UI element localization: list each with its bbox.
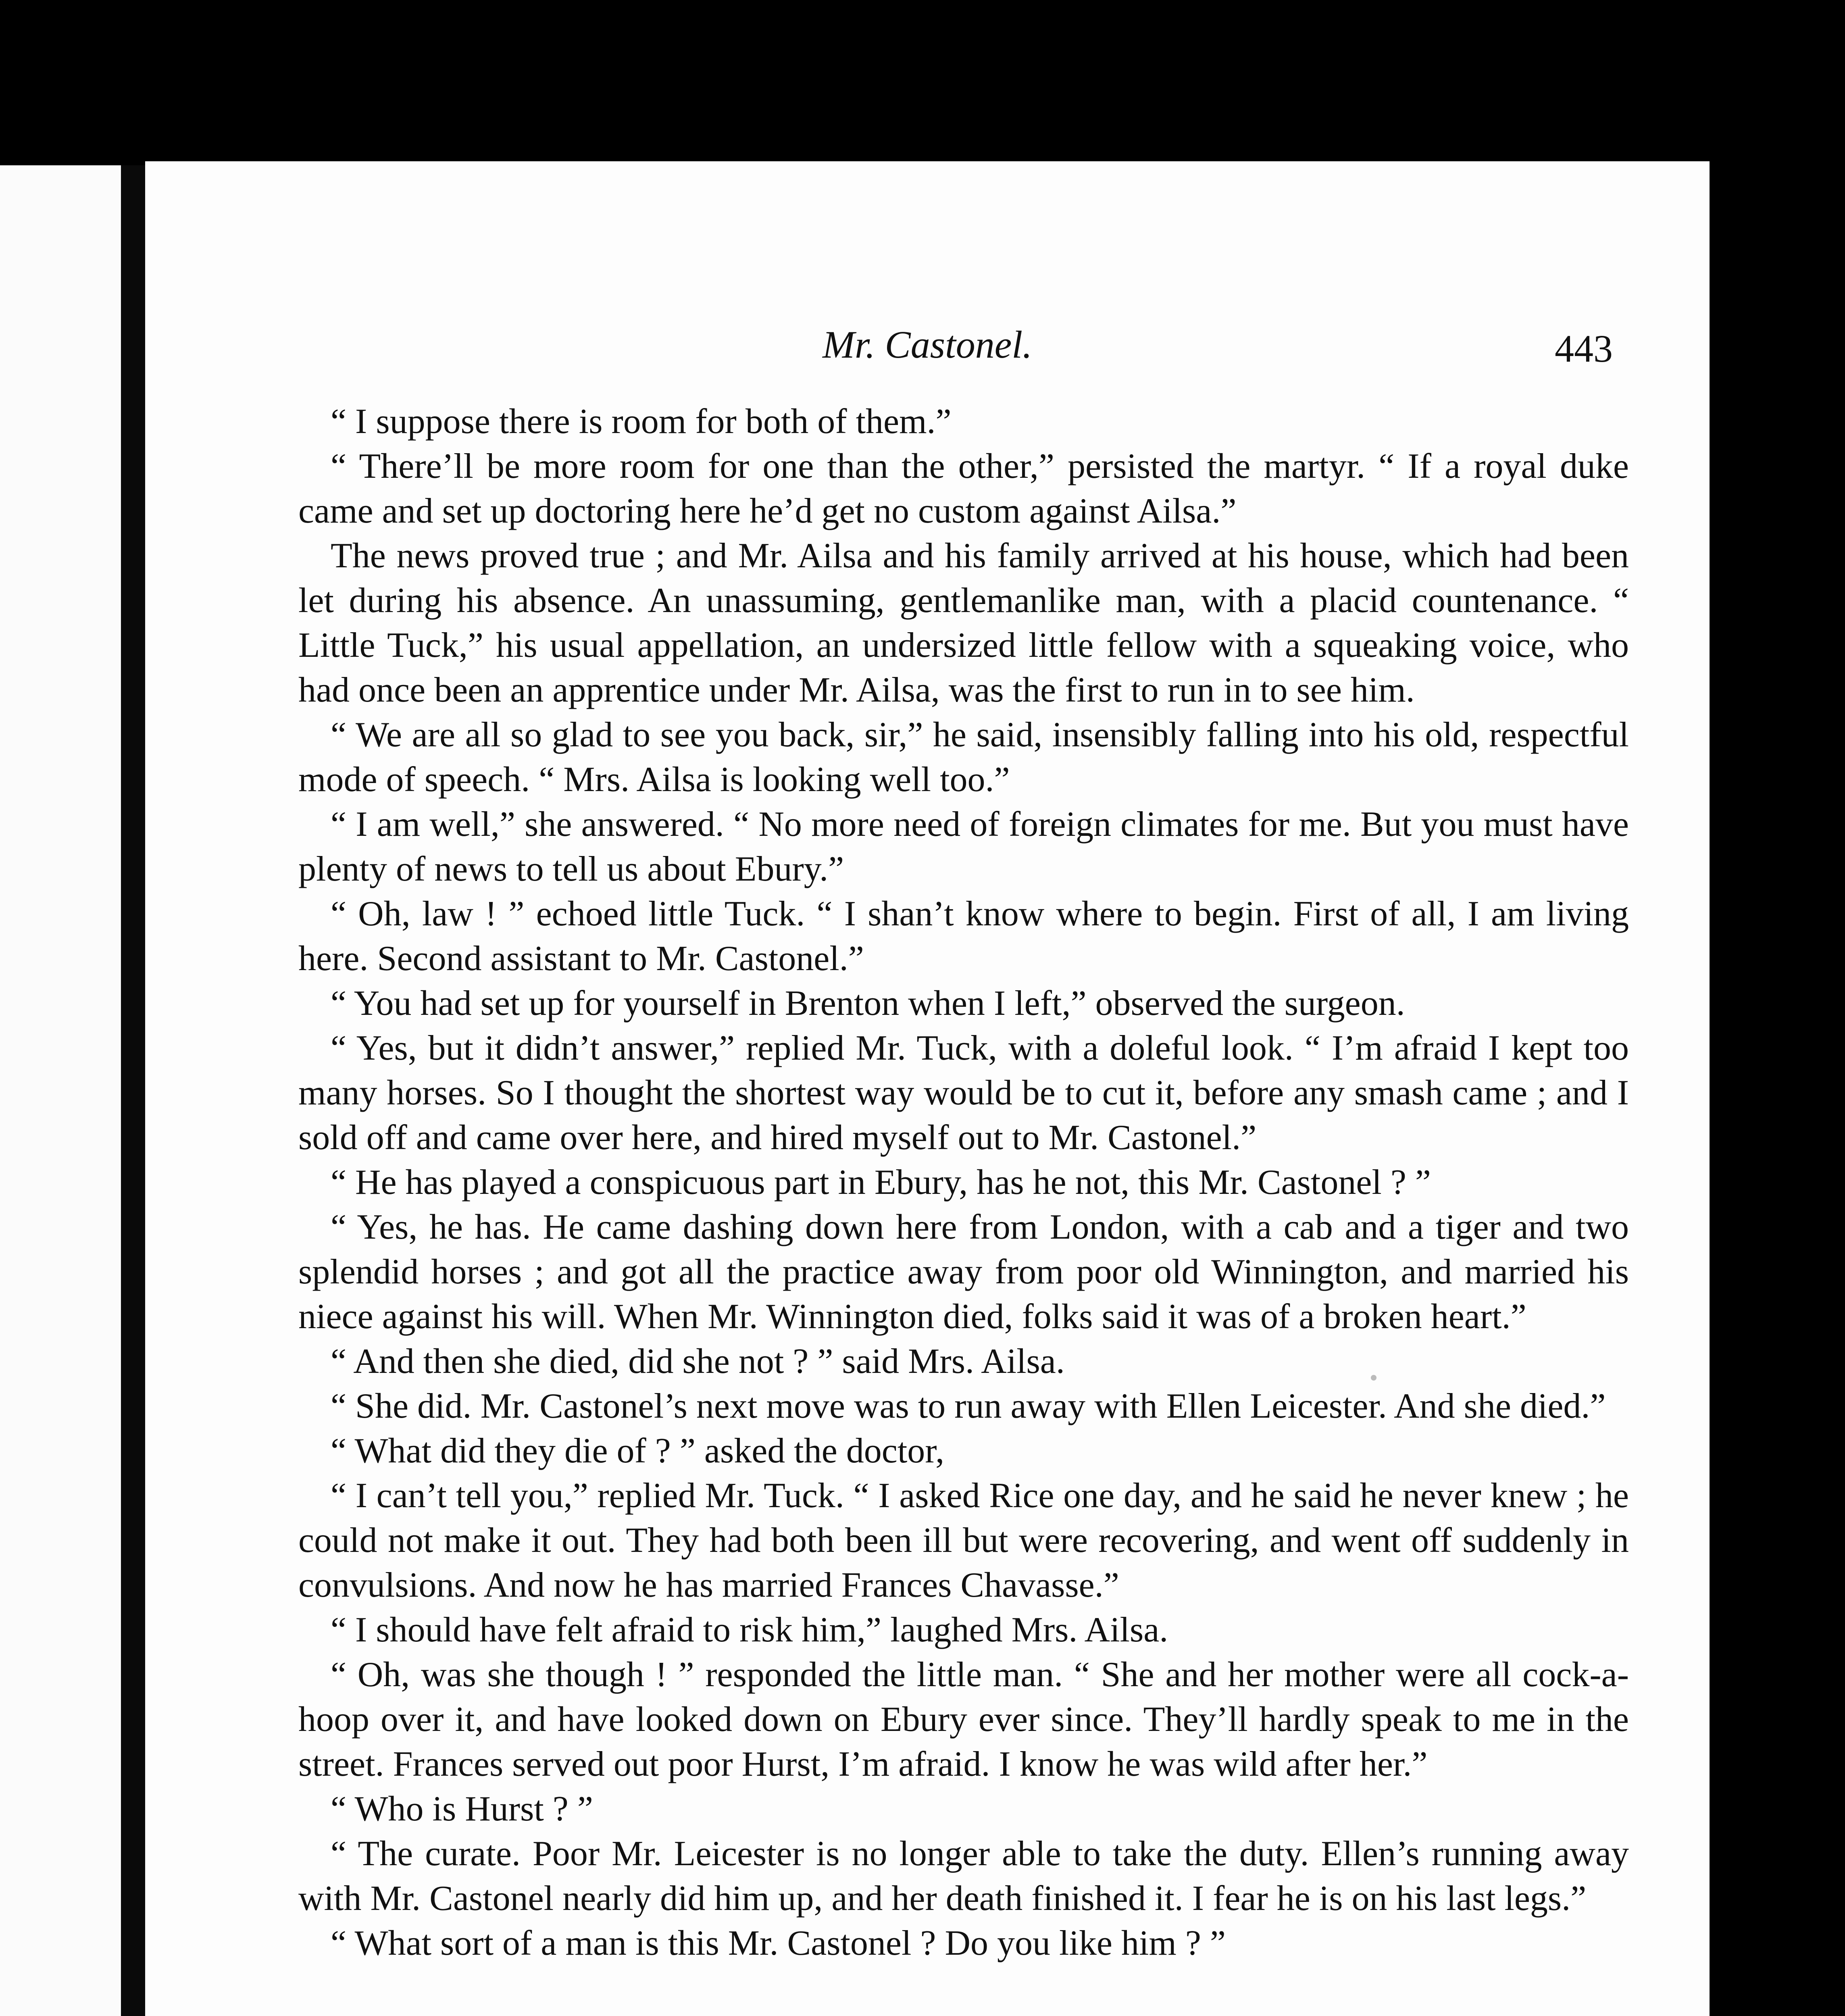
paragraph: “ The curate. Poor Mr. Leicester is no longer able to take the duty. Ellen’s running away with Mr. Castonel nearly did him up, and her death finished it. I fear he is on his last legs.” [298,1834,1629,1918]
paragraph: “ Yes, but it didn’t answer,” replied Mr. Tuck, with a doleful look. “ I’m afraid I kept too many horses. So I thought the shortest way would be to cut it, before any smash came ; and I sold off and came over here, and hired myself out to Mr. Castonel.” [298,1029,1629,1157]
paragraph: “ Oh, was she though ! ” responded the little man. “ She and her mother were all cock-a-hoop over it, and have looked down on Ebury ever since. They’ll hardly speak to me in the street. Frances served out poor Hurst, I’m afraid. I know he was wild after her.” [298,1655,1629,1784]
running-head [145,319,1710,383]
paragraph: “ What sort of a man is this Mr. Castonel ? Do you like him ? ” [331,1924,1226,1963]
paragraph: “ What did they die of ? ” asked the doctor, [331,1431,945,1470]
paragraph: “ I can’t tell you,” replied Mr. Tuck. “ I asked Rice one day, and he said he never knew ; he could not make it out. They had both been ill but were recovering, and went off suddenly in convulsions. And now he has married Frances Chavasse.” [298,1476,1629,1605]
paragraph: “ I should have felt afraid to risk him,” laughed Mrs. Ailsa. [331,1610,1168,1649]
paragraph: “ Oh, law ! ” echoed little Tuck. “ I shan’t know where to begin. First of all, I am living here. Second assistant to Mr. Castonel.” [298,894,1629,978]
paragraph: “ And then she died, did she not ? ” said Mrs. Ailsa. [331,1342,1065,1381]
facing-page-edge [0,165,121,2016]
paragraph: The news proved true ; and Mr. Ailsa and his family arrived at his house, which had been let during his absence. An unassuming, gentlemanlike man, with a placid countenance. “ Little Tuck,” his usual appellation, an undersized little fellow with a squeaking voice, who had once been an apprentice under Mr. Ailsa, was the first to run in to see him. [298,536,1629,710]
paragraph: “ There’ll be more room for one than the other,” persisted the martyr. “ If a royal duke came and set up doctoring here he’d get no custom against Ailsa.” [298,447,1629,531]
paragraph: “ I suppose there is room for both of them.” [331,402,952,441]
running-title: Mr. Castonel. [822,323,1033,366]
body-text [298,399,1629,1966]
paragraph: “ She did. Mr. Castonel’s next move was to run away with Ellen Leicester. And she died.” [331,1387,1606,1426]
paragraph: “ He has played a conspicuous part in Ebury, has he not, this Mr. Castonel ? ” [331,1163,1431,1202]
ink-speck [1371,1375,1376,1381]
book-gutter [121,165,145,2016]
paragraph: “ Who is Hurst ? ” [331,1789,593,1829]
page-number: 443 [1555,327,1613,370]
paragraph: “ We are all so glad to see you back, sir,” he said, insensibly falling into his old, respectful mode of speech. “ Mrs. Ailsa is looking well too.” [298,715,1629,799]
paragraph: “ You had set up for yourself in Brenton when I left,” observed the surgeon. [331,984,1405,1023]
paragraph: “ Yes, he has. He came dashing down here from London, with a cab and a tiger and two splendid horses ; and got all the practice away from poor old Winnington, and married his niece against his will. When Mr. Winnington died, folks said it was of a broken heart.” [298,1208,1629,1336]
paragraph: “ I am well,” she answered. “ No more need of foreign climates for me. But you must have plenty of news to tell us about Ebury.” [298,805,1629,889]
book-page [145,161,1710,2016]
